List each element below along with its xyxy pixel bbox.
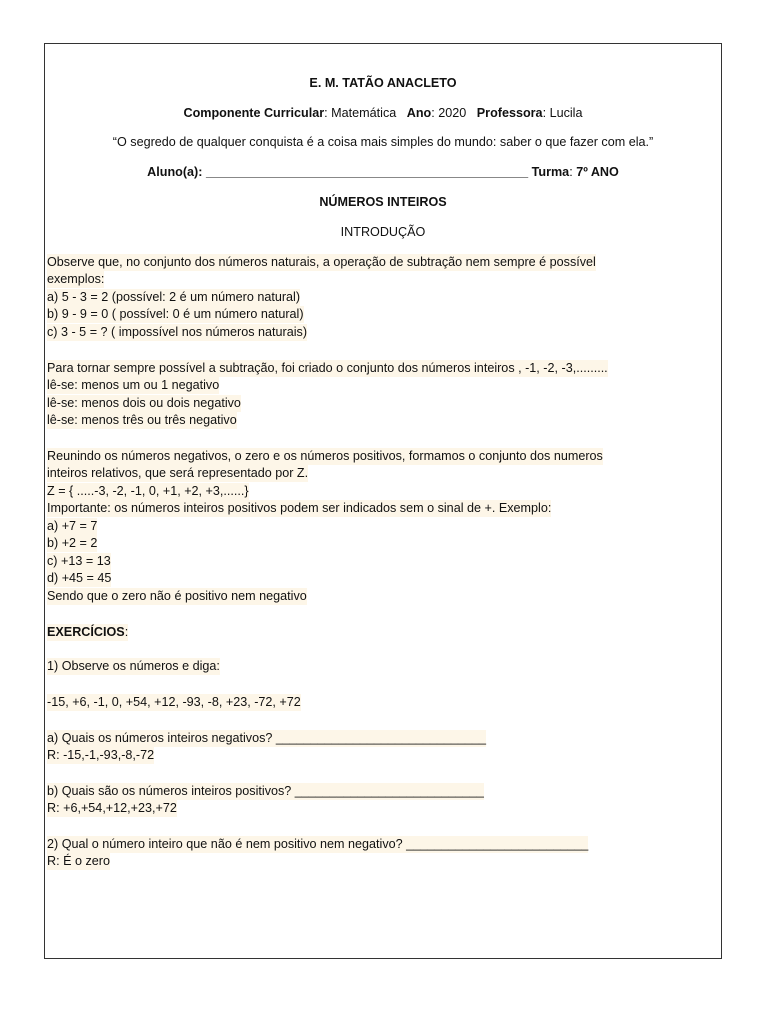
relativos-line: d) +45 = 45 bbox=[47, 571, 112, 585]
aluno-blank: ______________________________________________ bbox=[205, 165, 529, 179]
inteiros-line: Para tornar sempre possível a subtração, foi criado o conjunto dos números inteiros , -1, -2, -3,......... bbox=[47, 361, 608, 375]
relativos-line: b) +2 = 2 bbox=[47, 536, 98, 550]
inteiros-line: lê-se: menos dois ou dois negativo bbox=[47, 396, 241, 410]
section-subtitle: INTRODUÇÃO bbox=[340, 225, 426, 239]
componente-label: Componente Curricular bbox=[183, 106, 325, 120]
turma-label: Turma bbox=[531, 165, 570, 179]
relativos-line: a) +7 = 7 bbox=[47, 519, 98, 533]
professora-value: Lucila bbox=[549, 106, 583, 120]
exercise-1a: a) Quais os números inteiros negativos? ______________________________ bbox=[47, 731, 487, 745]
answer-1a: R: -15,-1,-93,-8,-72 bbox=[47, 748, 155, 762]
answer-2: R: É o zero bbox=[47, 854, 110, 868]
intro-line: Observe que, no conjunto dos números naturais, a operação de subtração nem sempre é possível bbox=[47, 255, 596, 269]
relativos-line: Sendo que o zero não é positivo nem negativo bbox=[47, 589, 307, 603]
inteiros-line: lê-se: menos um ou 1 negativo bbox=[47, 378, 220, 392]
page-title: NÚMEROS INTEIROS bbox=[319, 195, 447, 209]
relativos-line: c) +13 = 13 bbox=[47, 554, 111, 568]
intro-line: c) 3 - 5 = ? ( impossível nos números naturais) bbox=[47, 325, 308, 339]
course-info: Componente Curricular: Matemática Ano: 2020 Professora: Lucila bbox=[183, 106, 583, 120]
relativos-line: Reunindo os números negativos, o zero e os números positivos, formamos o conjunto dos numeros bbox=[47, 449, 603, 463]
document-page bbox=[44, 43, 722, 959]
relativos-line: inteiros relativos, que será representado por Z. bbox=[47, 466, 309, 480]
exercise-1: 1) Observe os números e diga: bbox=[47, 659, 220, 673]
school-name: E. M. TATÃO ANACLETO bbox=[309, 76, 457, 90]
componente-value: Matemática bbox=[331, 106, 397, 120]
answer-1b: R: +6,+54,+12,+23,+72 bbox=[47, 801, 177, 815]
relativos-line: Z = { .....-3, -2, -1, 0, +1, +2, +3,......} bbox=[47, 484, 249, 498]
intro-line: exemplos: bbox=[47, 272, 105, 286]
exercise-2: 2) Qual o número inteiro que não é nem positivo nem negativo? __________________________ bbox=[47, 837, 589, 851]
ano-label: Ano bbox=[406, 106, 432, 120]
quote: “O segredo de qualquer conquista é a coisa mais simples do mundo: saber o que fazer com ela.” bbox=[112, 135, 654, 149]
ano-value: 2020 bbox=[438, 106, 467, 120]
inteiros-line: lê-se: menos três ou três negativo bbox=[47, 413, 237, 427]
aluno-label: Aluno(a): bbox=[147, 165, 203, 179]
turma-value: 7º ANO bbox=[576, 165, 619, 179]
professora-label: Professora bbox=[476, 106, 543, 120]
intro-line: b) 9 - 9 = 0 ( possível: 0 é um número natural) bbox=[47, 307, 304, 321]
exercise-1b: b) Quais são os números inteiros positivos? ___________________________ bbox=[47, 784, 484, 798]
relativos-line: Importante: os números inteiros positivos podem ser indicados sem o sinal de +. Exemplo: bbox=[47, 501, 552, 515]
intro-line: a) 5 - 3 = 2 (possível: 2 é um número natural) bbox=[47, 290, 301, 304]
exercises-heading: EXERCÍCIOS: bbox=[47, 625, 129, 639]
student-line: Aluno(a): ______________________________________________ Turma: 7º ANO bbox=[147, 165, 619, 179]
exercise-1-numbers: -15, +6, -1, 0, +54, +12, -93, -8, +23, -72, +72 bbox=[47, 695, 301, 709]
